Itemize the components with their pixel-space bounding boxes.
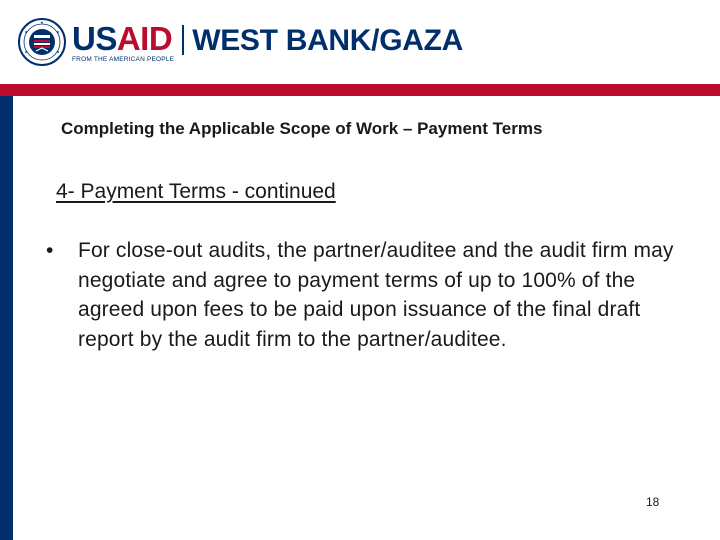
logo-tagline: FROM THE AMERICAN PEOPLE bbox=[72, 56, 175, 63]
usaid-seal-icon bbox=[18, 18, 66, 66]
logo-word: US bbox=[72, 20, 117, 57]
page-number: 18 bbox=[646, 495, 660, 509]
logo-word-accent: AID bbox=[116, 20, 173, 57]
bullet-marker: • bbox=[46, 239, 54, 262]
left-accent-bar bbox=[0, 96, 13, 540]
usaid-wordmark bbox=[72, 22, 174, 64]
logo-divider bbox=[182, 25, 184, 55]
slide-header bbox=[0, 0, 720, 84]
bullet-text: For close-out audits, the partner/auditee and the audit firm may negotiate and agree to payment terms of up to 100% of the agreed upon fees to be paid upon issuance of the final draft report by the audit firm to the partner/auditee. bbox=[78, 239, 674, 351]
section-heading: 4- Payment Terms - continued bbox=[56, 180, 336, 203]
brand-logo bbox=[72, 22, 463, 66]
usaid-logo-text bbox=[72, 22, 174, 56]
region-title: WEST BANK/GAZA bbox=[192, 24, 463, 57]
slide-subtitle: Completing the Applicable Scope of Work – Payment Terms bbox=[61, 119, 543, 138]
bullet-item bbox=[44, 236, 684, 354]
bullet-list bbox=[44, 236, 684, 354]
header-red-band bbox=[0, 84, 720, 96]
